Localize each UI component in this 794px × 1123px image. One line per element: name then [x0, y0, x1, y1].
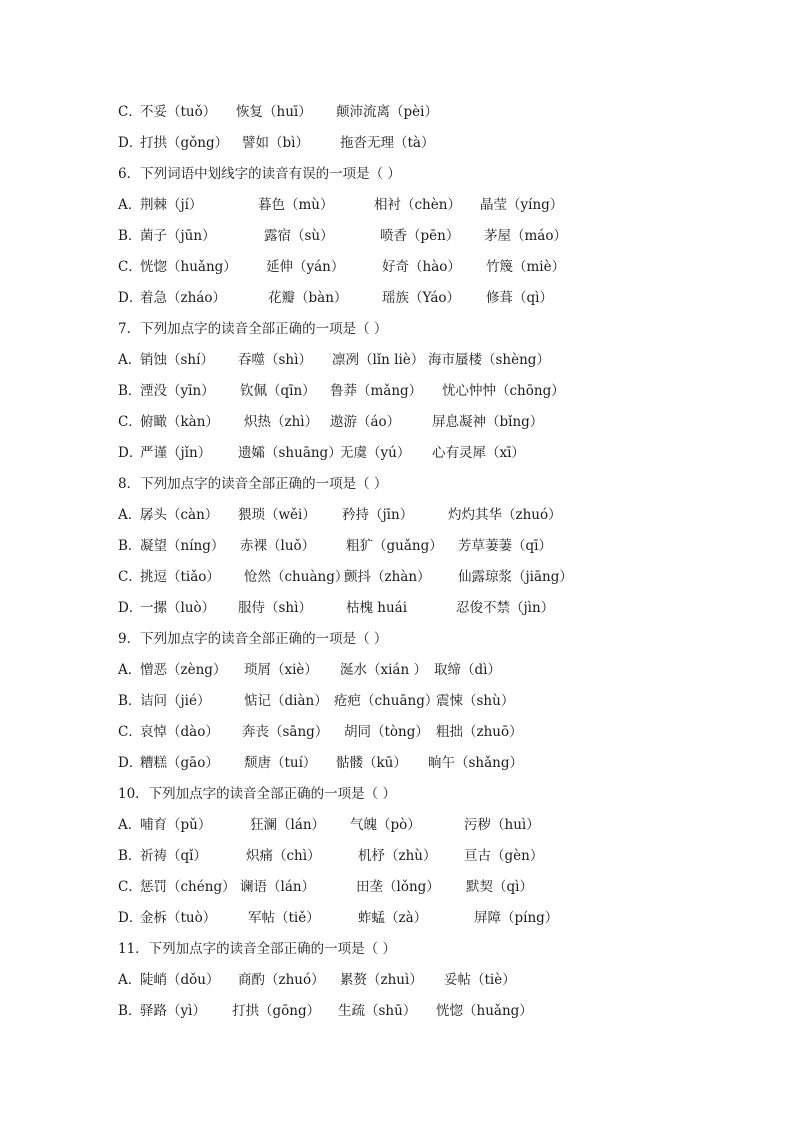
option-word: 打拱（gōng）	[232, 1003, 321, 1019]
option-word: 骷髅（kū）	[336, 755, 407, 771]
question-stem	[118, 163, 778, 185]
answer-option	[118, 690, 778, 712]
option-word: 严谨（jǐn）	[140, 445, 212, 461]
option-word: 拖沓无理（tà）	[340, 135, 435, 151]
option-label: D．	[118, 910, 143, 926]
question-stem	[118, 318, 778, 340]
option-word: 震悚（shù）	[436, 693, 515, 709]
option-word: 谰语（lán）	[240, 879, 316, 895]
answer-option	[118, 845, 778, 867]
option-word: 菌子（jūn）	[140, 228, 216, 244]
option-word: 炽热（zhì）	[244, 414, 319, 430]
question-text: 9．下列加点字的读音全部正确的一项是（ ）	[118, 631, 388, 647]
option-word: 气魄（pò）	[350, 817, 421, 833]
answer-option	[118, 535, 778, 557]
option-word: 海市蜃楼（shèng）	[428, 352, 550, 368]
option-word: 赤裸（luǒ）	[240, 538, 316, 554]
option-word: 惩罚（chéng）	[140, 879, 236, 895]
option-word: 惦记（diàn）	[244, 693, 328, 709]
option-label: D．	[118, 755, 143, 771]
option-word: 吞噬（shì）	[238, 352, 312, 368]
question-text: 8．下列加点字的读音全部正确的一项是（ ）	[118, 476, 388, 492]
answer-option	[118, 1000, 778, 1022]
option-word: 驿路（yì）	[140, 1003, 206, 1019]
answer-option	[118, 132, 778, 154]
option-label: C．	[118, 414, 142, 430]
option-word: 竹篾（miè）	[486, 259, 566, 275]
option-label: D．	[118, 600, 143, 616]
option-word: 金柝（tuò）	[140, 910, 217, 926]
option-word: 相衬（chèn）	[374, 197, 461, 213]
option-word: 挑逗（tiǎo）	[140, 569, 220, 585]
option-label: D．	[118, 135, 143, 151]
question-stem	[118, 938, 778, 960]
option-word: 喷香（pēn）	[380, 228, 460, 244]
option-word: 生疏（shū）	[338, 1003, 417, 1019]
option-word: 商酌（zhuó）	[238, 972, 325, 988]
option-label: D．	[118, 445, 143, 461]
question-stem	[118, 783, 778, 805]
option-label: C．	[118, 569, 142, 585]
option-label: A．	[118, 197, 142, 213]
option-word: 遗孀（shuāng）	[238, 445, 342, 461]
answer-option	[118, 225, 778, 247]
question-text: 10．下列加点字的读音全部正确的一项是（ ）	[118, 786, 396, 802]
option-word: 哺育（pǔ）	[140, 817, 212, 833]
option-label: A．	[118, 352, 142, 368]
option-word: 狂澜（lán）	[250, 817, 326, 833]
option-word: 打拱（gǒng）	[140, 135, 229, 151]
option-label: A．	[118, 972, 142, 988]
answer-option	[118, 504, 778, 526]
option-word: 茅屋（máo）	[484, 228, 567, 244]
answer-option	[118, 907, 778, 929]
option-label: A．	[118, 507, 142, 523]
option-word: 心有灵犀（xī）	[432, 445, 525, 461]
answer-option	[118, 566, 778, 588]
option-word: 枯槐 huái	[346, 600, 408, 616]
option-word: 糟糕（gāo）	[140, 755, 219, 771]
option-word: 鲁莽（mǎng）	[330, 383, 423, 399]
option-word: 恍惚（huǎng）	[140, 259, 237, 275]
option-word: 颤抖（zhàn）	[344, 569, 431, 585]
question-text: 6．下列词语中划线字的读音有误的一项是（ ）	[118, 166, 401, 182]
option-word: 花瓣（bàn）	[268, 290, 348, 306]
option-word: 祈祷（qǐ）	[140, 848, 207, 864]
option-word: 无虞（yú）	[340, 445, 411, 461]
option-word: 军帖（tiě）	[248, 910, 320, 926]
option-word: 妥帖（tiè）	[444, 972, 516, 988]
answer-option	[118, 101, 778, 123]
option-word: 陡峭（dǒu）	[140, 972, 220, 988]
option-word: 晌午（shǎng）	[428, 755, 524, 771]
option-word: 哀悼（dào）	[140, 724, 219, 740]
option-word: 瑶族（Yáo）	[382, 290, 461, 306]
option-word: 屏障（píng）	[474, 910, 559, 926]
option-word: 遨游（áo）	[330, 414, 401, 430]
option-word: 粗拙（zhuō）	[436, 724, 523, 740]
option-word: 忍俊不禁（jìn）	[456, 600, 555, 616]
answer-option	[118, 597, 778, 619]
option-word: 俯瞰（kàn）	[140, 414, 219, 430]
answer-option	[118, 380, 778, 402]
option-word: 田垄（lǒng）	[356, 879, 440, 895]
question-stem	[118, 628, 778, 650]
option-word: 凛冽（lǐn liè）	[332, 352, 425, 368]
option-word: 恍惚（huǎng）	[436, 1003, 533, 1019]
option-word: 蚱蜢（zà）	[358, 910, 428, 926]
option-word: 服侍（shì）	[238, 600, 312, 616]
answer-option	[118, 814, 778, 836]
option-word: 矜持（jīn）	[342, 507, 414, 523]
answer-option	[118, 411, 778, 433]
option-word: 修葺（qì）	[486, 290, 553, 306]
option-word: 亘古（gèn）	[464, 848, 544, 864]
option-word: 不妥（tuǒ）	[140, 104, 217, 120]
question-stem	[118, 473, 778, 495]
option-word: 凝望（níng）	[140, 538, 225, 554]
question-text: 7．下列加点字的读音全部正确的一项是（ ）	[118, 321, 388, 337]
option-label: C．	[118, 259, 142, 275]
option-word: 暮色（mù）	[258, 197, 334, 213]
answer-option	[118, 969, 778, 991]
option-label: D．	[118, 290, 143, 306]
option-word: 炽痛（chì）	[246, 848, 321, 864]
option-word: 涎水（xián ）	[340, 662, 427, 678]
option-word: 忧心忡忡（chōng）	[442, 383, 565, 399]
option-word: 灼灼其华（zhuó）	[448, 507, 562, 523]
option-word: 延伸（yán）	[266, 259, 345, 275]
option-word: 累赘（zhuì）	[340, 972, 423, 988]
option-word: 好奇（hào）	[382, 259, 461, 275]
answer-option	[118, 194, 778, 216]
option-word: 荆棘（jí）	[140, 197, 203, 213]
option-word: 胡同（tòng）	[344, 724, 429, 740]
option-word: 默契（qì）	[466, 879, 533, 895]
answer-option	[118, 349, 778, 371]
answer-option	[118, 659, 778, 681]
answer-option	[118, 721, 778, 743]
option-label: B．	[118, 538, 142, 554]
option-label: A．	[118, 817, 142, 833]
option-word: 恢复（huī）	[236, 104, 312, 120]
answer-option	[118, 876, 778, 898]
option-word: 屏息凝神（bǐng）	[432, 414, 544, 430]
option-word: 污秽（huì）	[464, 817, 540, 833]
option-label: C．	[118, 724, 142, 740]
option-word: 机杼（zhù）	[358, 848, 437, 864]
option-word: 一摞（luò）	[140, 600, 216, 616]
option-word: 芳草萋萋（qī）	[458, 538, 552, 554]
option-word: 颠沛流离（pèi）	[336, 104, 438, 120]
option-word: 琐屑（xiè）	[244, 662, 318, 678]
option-label: B．	[118, 228, 142, 244]
option-word: 疮疤（chuāng）	[334, 693, 439, 709]
option-word: 猥琐（wěi）	[238, 507, 316, 523]
option-word: 奔丧（sāng）	[242, 724, 329, 740]
answer-option	[118, 752, 778, 774]
option-word: 憎恶（zèng）	[140, 662, 227, 678]
option-word: 仙露琼浆（jiāng）	[458, 569, 573, 585]
option-label: B．	[118, 1003, 142, 1019]
answer-option	[118, 256, 778, 278]
option-label: B．	[118, 848, 142, 864]
option-label: B．	[118, 383, 142, 399]
option-word: 取缔（dì）	[434, 662, 501, 678]
option-word: 怆然（chuàng）	[244, 569, 349, 585]
option-word: 晶莹（yíng）	[480, 197, 564, 213]
option-word: 着急（zháo）	[140, 290, 226, 306]
option-label: B．	[118, 693, 142, 709]
option-word: 孱头（càn）	[140, 507, 219, 523]
answer-option	[118, 442, 778, 464]
option-word: 颓唐（tuí）	[244, 755, 317, 771]
option-word: 粗犷（guǎng）	[346, 538, 443, 554]
option-label: C．	[118, 879, 142, 895]
option-word: 诘问（jié）	[140, 693, 211, 709]
option-label: A．	[118, 662, 142, 678]
option-word: 露宿（sù）	[264, 228, 334, 244]
option-word: 钦佩（qīn）	[240, 383, 316, 399]
option-word: 销蚀（shí）	[140, 352, 214, 368]
option-word: 譬如（bì）	[242, 135, 309, 151]
question-text: 11．下列加点字的读音全部正确的一项是（ ）	[118, 941, 396, 957]
option-label: C．	[118, 104, 142, 120]
answer-option	[118, 287, 778, 309]
option-word: 湮没（yīn）	[140, 383, 215, 399]
